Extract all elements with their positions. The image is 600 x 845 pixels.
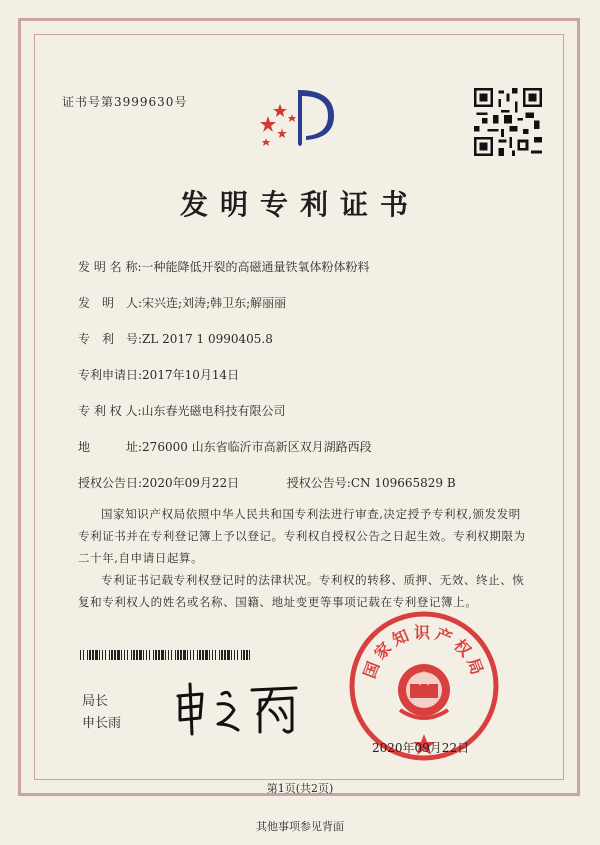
barcode-bar (139, 650, 142, 660)
barcode-bar (180, 650, 182, 660)
field-label: 发 明 名 称: (78, 260, 142, 274)
field-value: 一种能降低开裂的高磁通量铁氧体粉体粉料 (141, 260, 370, 274)
field-inventors (78, 294, 286, 311)
barcode-bar (202, 650, 204, 660)
field-label: 发 明 人: (78, 296, 143, 310)
seal-text: 国家知识产权局 (359, 623, 489, 681)
barcode-bar (99, 650, 100, 660)
field-grant (78, 474, 456, 491)
paragraph-grant-statement: 国家知识产权局依照中华人民共和国专利法进行审查,决定授予专利权,颁发发明专利证书并在专利登记簿上予以登记。专利权自授权公告之日起生效。专利权期限为二十年,自申请日起算。 (78, 507, 526, 565)
barcode-bar (80, 650, 81, 660)
barcode-bar (121, 650, 122, 660)
barcode-bar (205, 650, 208, 660)
barcode-bar (155, 650, 157, 660)
certificate-number: 证书号第3999630号 (62, 95, 188, 109)
barcode-bar (158, 650, 160, 660)
barcode-bar (243, 650, 245, 660)
certificate-title: 发明专利证书 (179, 188, 420, 221)
barcode-bar (161, 650, 164, 660)
field-application-date (78, 366, 239, 383)
barcode-bar (87, 650, 88, 660)
field-label: 地 址: (78, 440, 143, 454)
barcode-bar (175, 650, 176, 660)
barcode-bar (193, 650, 194, 660)
grant-date-label: 授权公告日: (78, 476, 143, 490)
barcode-bar (219, 650, 220, 660)
barcode-bar (212, 650, 213, 660)
barcode-bar (124, 650, 125, 660)
footer-note: 其他事项参见背面 (256, 820, 344, 833)
field-invention-name (78, 258, 370, 275)
barcode-bar (149, 650, 150, 660)
barcode-bar (92, 650, 94, 660)
barcode-bar (143, 650, 144, 660)
barcode-bar (127, 650, 128, 660)
barcode-bar (117, 650, 120, 660)
barcode-bar (136, 650, 138, 660)
qr-code-icon (474, 88, 542, 156)
seal-date: 2020年09月22日 (372, 741, 470, 755)
barcode-bar (89, 650, 91, 660)
barcode-bar (237, 650, 238, 660)
handwritten-signature (172, 680, 304, 736)
barcode-bar (199, 650, 201, 660)
barcode-bar (102, 650, 103, 660)
barcode-bar (171, 650, 172, 660)
barcode-bar (224, 650, 226, 660)
barcode-bar (95, 650, 98, 660)
barcode-bar (234, 650, 235, 660)
barcode-bar (83, 650, 84, 660)
field-label: 专 利 号: (78, 332, 143, 346)
barcode-bar (209, 650, 210, 660)
field-value: ZL 2017 1 0990405.8 (142, 332, 273, 346)
cnipa-logo-icon (258, 86, 342, 154)
barcode-bar (131, 650, 132, 660)
barcode-bar (215, 650, 216, 660)
barcode-bar (133, 650, 135, 660)
barcode-bar (187, 650, 188, 660)
barcode-bar (114, 650, 116, 660)
paragraph-legal-status: 专利证书记载专利权登记时的法律状况。专利权的转移、质押、无效、终止、恢复和专利权人的姓名或名称、国籍、地址变更等事项记载在专利登记簿上。 (78, 573, 525, 609)
barcode-bar (165, 650, 166, 660)
field-patentee (78, 402, 286, 419)
field-value: 宋兴连;刘涛;韩卫东;解丽丽 (142, 296, 287, 310)
field-address (78, 438, 372, 455)
barcode-bar (109, 650, 110, 660)
barcode-bar (183, 650, 186, 660)
barcode-bar (227, 650, 230, 660)
barcode-bar (221, 650, 223, 660)
page-number: 第1页(共2页) (266, 782, 334, 795)
barcode-bar (241, 650, 242, 660)
grant-number-value: CN 109665829 B (350, 476, 456, 490)
barcode-bar (105, 650, 106, 660)
barcode-bar (153, 650, 154, 660)
grant-date-value: 2020年09月22日 (142, 476, 240, 490)
field-value: 山东春光磁电科技有限公司 (141, 404, 286, 418)
field-label: 专 利 权 人: (78, 404, 142, 418)
barcode-bar (190, 650, 191, 660)
barcode-bar (197, 650, 198, 660)
field-label: 专利申请日: (78, 368, 143, 382)
barcode-bar (146, 650, 147, 660)
barcode-bar (177, 650, 179, 660)
barcode-bar (111, 650, 113, 660)
field-value: 2017年10月14日 (142, 368, 240, 382)
barcode-bar (231, 650, 232, 660)
director-name: 申长雨 (82, 716, 122, 731)
grant-number-label: 授权公告号: (286, 476, 351, 490)
barcode-bar (246, 650, 248, 660)
field-patent-number (78, 330, 273, 347)
barcode-bar (249, 650, 250, 660)
barcode-icon (80, 650, 250, 660)
barcode-bar (168, 650, 169, 660)
field-value: 276000 山东省临沂市高新区双月湖路西段 (142, 440, 372, 454)
director-title: 局长 (82, 694, 109, 709)
